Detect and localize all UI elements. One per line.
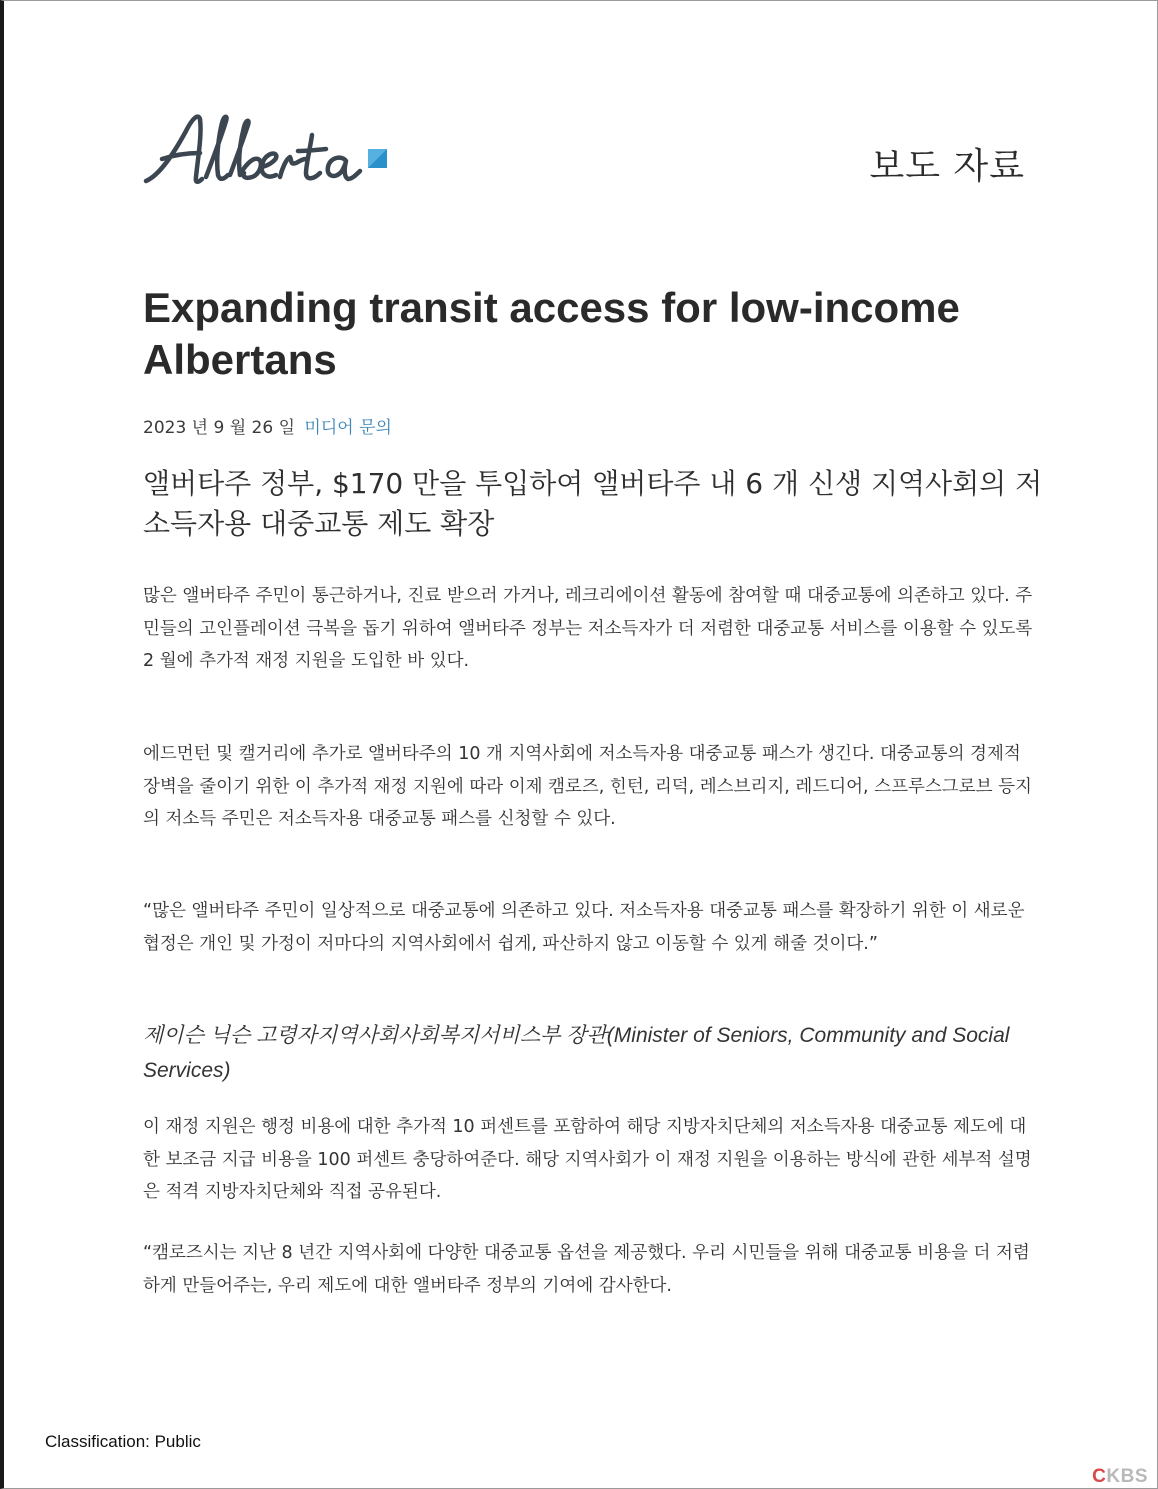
document-type-label: 보도 자료 [869,146,1025,187]
body-paragraph-2: 에드먼턴 및 캘거리에 추가로 앨버타주의 10 개 지역사회에 저소득자용 대중교통 패스가 생긴다. 대중교통의 경제적 장벽을 줄이기 위한 이 추가적 재정 지원에 따라 이제 캠로즈, 힌턴, 리덕, 레스브리지, 레드디어, 스프루스그로브 등지의 저소득 주민은 저소득자용 대중교통 패스를 신청할 수 있다. [143,744,1032,829]
classification-label: Classification: Public [45,1432,201,1451]
quote-paragraph-2: “캠로즈시는 지난 8 년간 지역사회에 다양한 대중교통 옵션을 제공했다. 우리 시민들을 위해 대중교통 비용을 더 저렴하게 만들어주는, 우리 제도에 대한 앨버타주 정부의 기여에 감사한다. [143,1243,1030,1296]
media-inquiries-link[interactable]: 미디어 문의 [304,418,392,438]
subtitle: 앨버타주 정부, $170 만을 투입하여 앨버타주 내 6 개 신생 지역사회의 저소득자용 대중교통 제도 확장 [143,467,1043,540]
quote-paragraph-1: “많은 앨버타주 주민이 일상적으로 대중교통에 의존하고 있다. 저소득자용 대중교통 패스를 확장하기 위한 이 새로운 협정은 개인 및 가정이 저마다의 지역사회에서 쉽게, 파산하지 않고 이동할 수 있게 해줄 것이다.” [143,901,1025,954]
watermark-letters-kbs: KBS [1106,1466,1148,1487]
body-paragraph-3: 이 재정 지원은 행정 비용에 대한 추가적 10 퍼센트를 포함하여 해당 지방자치단체의 저소득자용 대중교통 제도에 대한 보조금 지급 비용을 100 퍼센트 충당하여준다. 해당 지역사회가 이 재정 지원을 이용하는 방식에 관한 세부적 설명은 적격 지방자치단체와 직접 공유된다. [143,1117,1032,1202]
alberta-logo [140,105,395,195]
publish-date: 2023 년 9 월 26 일 [143,418,295,438]
page-title: Expanding transit access for low-income Albertans [143,284,960,383]
body-paragraph-1: 많은 앨버타주 주민이 통근하거나, 진료 받으러 가거나, 레크리에이션 활동에 참여할 때 대중교통에 의존하고 있다. 주민들의 고인플레이션 극복을 돕기 위하여 앨버타주 정부는 저소득자가 더 저렴한 대중교통 서비스를 이용할 수 있도록 2 월에 추가적 재정 지원을 도입한 바 있다. [143,586,1033,671]
dateline [143,413,392,438]
watermark-letter-c: C [1092,1466,1107,1487]
quote-attribution: 제이슨 닉슨 고령자지역사회사회복지서비스부 장관(Minister of Seniors, Community and Social Services) [143,1024,1010,1082]
watermark-logo [1092,1466,1148,1488]
